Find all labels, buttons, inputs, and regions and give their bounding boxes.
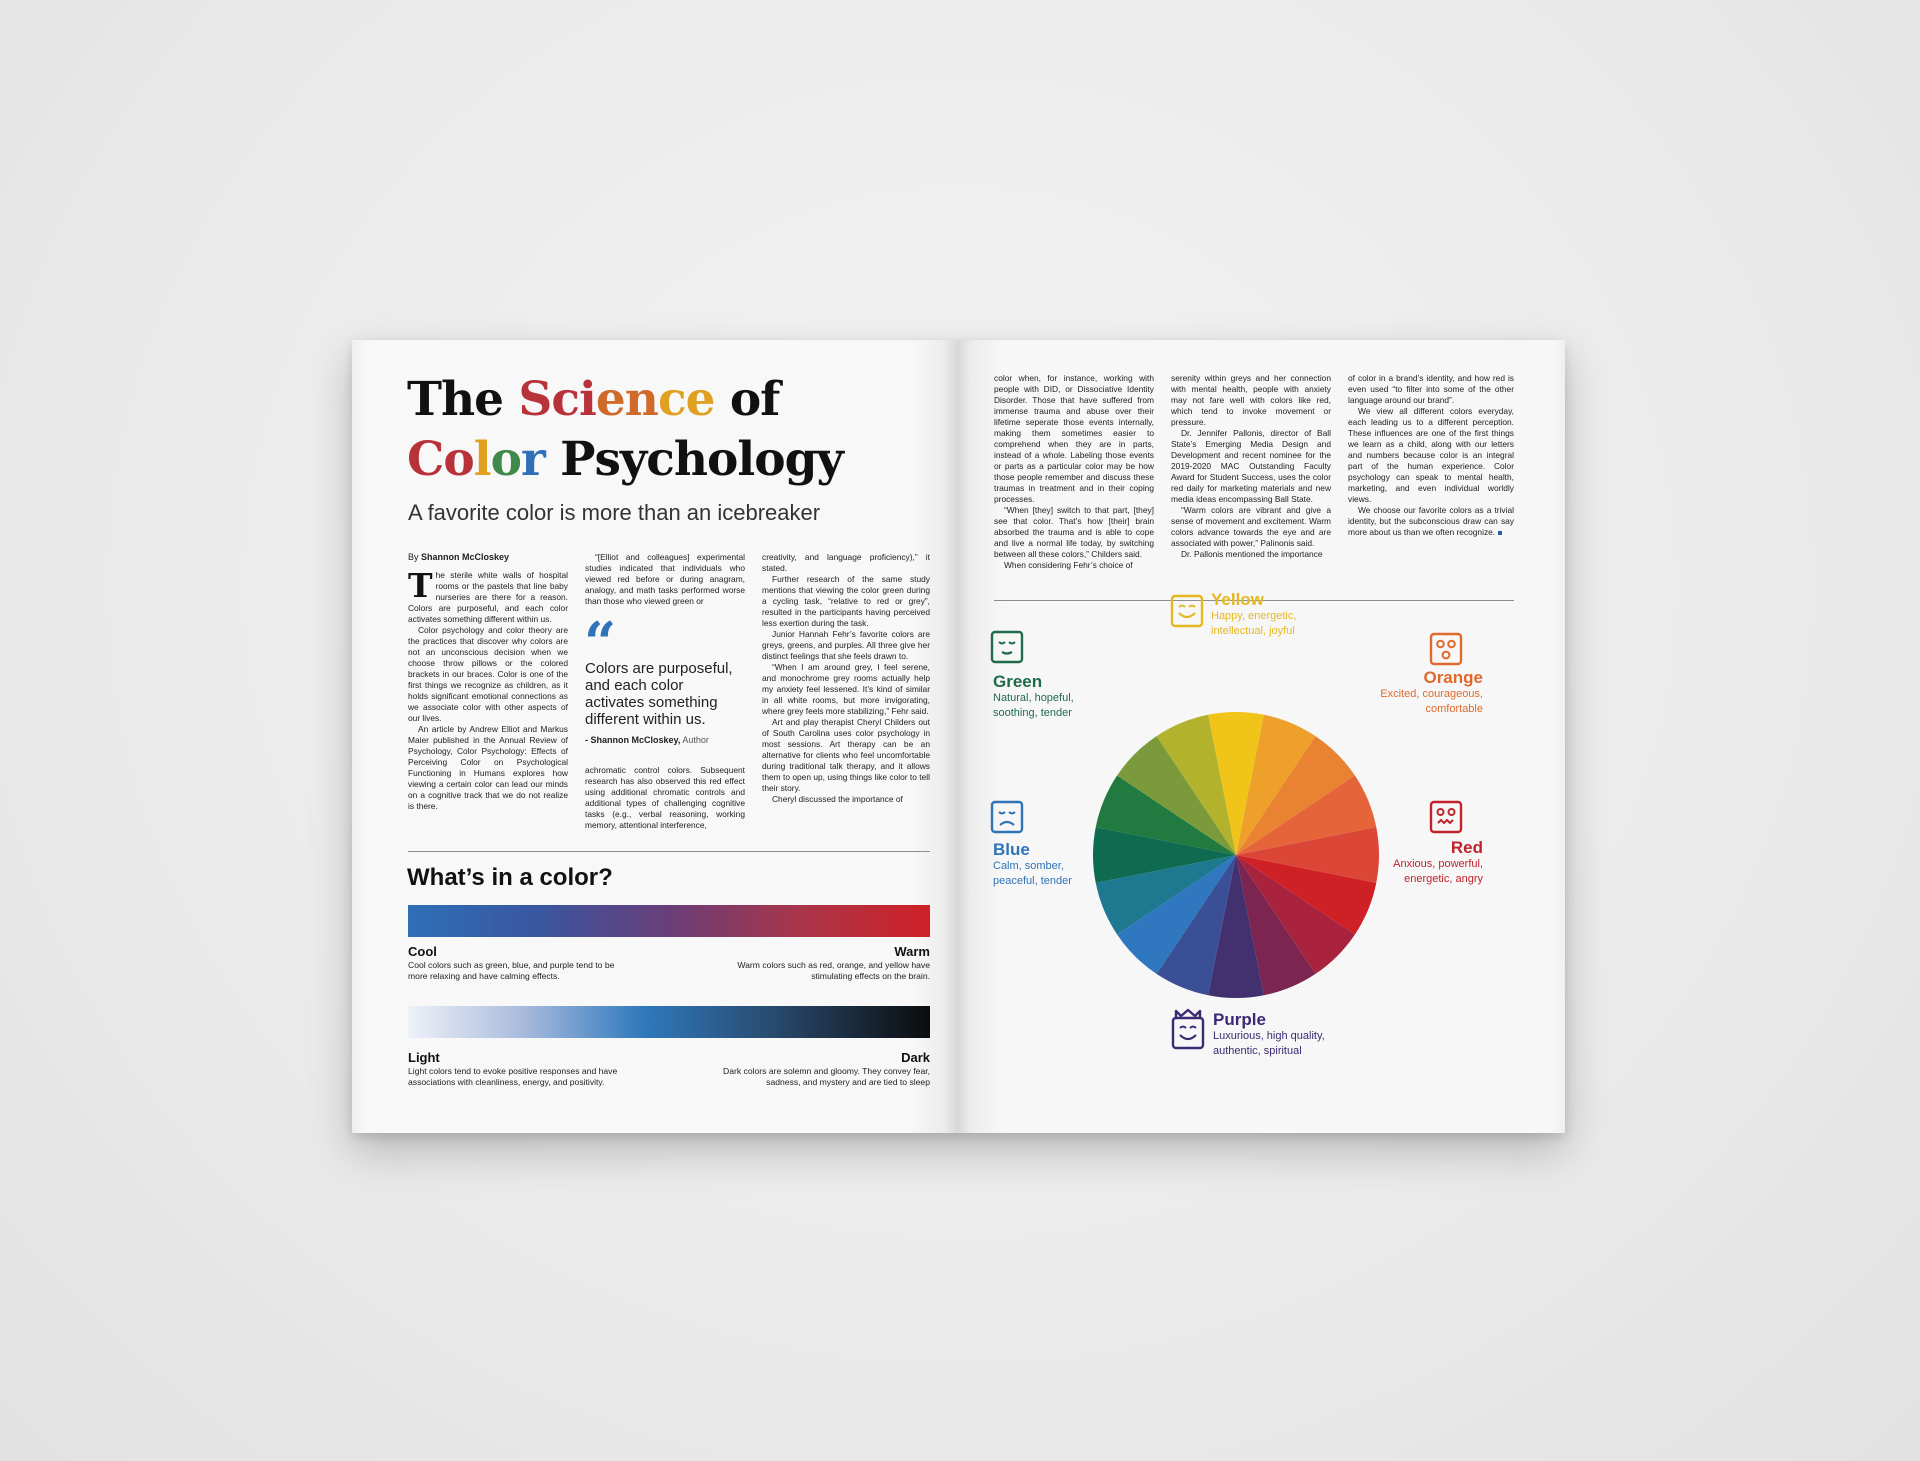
paragraph: When considering Fehr’s choice of bbox=[1004, 560, 1133, 570]
byline-author: Shannon McCloskey bbox=[421, 552, 510, 562]
smile-face-icon bbox=[1170, 594, 1204, 628]
blue-label bbox=[993, 840, 1072, 889]
blue-name: Blue bbox=[993, 840, 1030, 859]
purple-name: Purple bbox=[1213, 1010, 1266, 1029]
title-letter: c bbox=[657, 372, 686, 427]
red-name: Red bbox=[1450, 838, 1483, 857]
light-label: Light bbox=[408, 1050, 440, 1065]
angry-face-icon bbox=[1429, 800, 1463, 834]
color-wheel bbox=[1091, 710, 1381, 1000]
text-column-4 bbox=[994, 373, 1154, 571]
quote-role: Author bbox=[680, 735, 709, 745]
paragraph: Dr. Pallonis mentioned the importance bbox=[1181, 549, 1323, 559]
title-letter: l bbox=[473, 432, 491, 487]
infographic-title: What’s in a color? bbox=[407, 864, 613, 891]
title-letter: n bbox=[624, 372, 658, 427]
text-column-3 bbox=[762, 552, 930, 805]
paragraph-text: he sterile white walls of hospital rooms or the pastels that line baby nurseries are there for a reason. Colors are purposeful, and each color activates something different within us. bbox=[408, 570, 568, 624]
title-letter: c bbox=[551, 372, 579, 427]
text-column-5 bbox=[1171, 373, 1331, 560]
paragraph: Cheryl discussed the importance of bbox=[772, 794, 903, 804]
title-word bbox=[407, 432, 545, 487]
quote-author: - Shannon McCloskey, bbox=[585, 735, 681, 745]
yellow-desc-1: Happy, energetic, bbox=[1211, 610, 1297, 622]
title-line-2 bbox=[407, 430, 843, 490]
paragraph: Art and play therapist Cheryl Childers out of South Carolina uses color psychology in most sessions. Art therapy can be an alternative for clients who feel uncomfortable during traditional talk therapy, and it allows them to open up, using things like color to tell their story. bbox=[762, 717, 930, 793]
warm-description: Warm colors such as red, orange, and yellow have stimulating effects on the brain. bbox=[737, 960, 930, 981]
yellow-desc-2: intellectual, joyful bbox=[1211, 625, 1295, 637]
yellow-name: Yellow bbox=[1211, 590, 1264, 609]
yellow-label bbox=[1211, 590, 1296, 639]
paragraph: “When I am around grey, I feel serene, and monochrome grey rooms actually help my anxiety feel lessened. It’s kind of similar in all white rooms, but more invigorating, where grey feels more stabilizing,” Fehr said. bbox=[762, 662, 930, 716]
title-word: of bbox=[714, 372, 780, 427]
text-column-2-top bbox=[585, 552, 745, 607]
paragraph: of color in a brand’s identity, and how red is even used “to filter into some of the other language around our brand”. bbox=[1348, 373, 1514, 405]
purple-label bbox=[1213, 1010, 1325, 1059]
blue-desc-1: Calm, somber, bbox=[993, 860, 1064, 872]
paragraph: Junior Hannah Fehr’s favorite colors are greys, greens, and purples. All three give her distinct feelings that she feels drawn to. bbox=[762, 629, 930, 661]
title-word bbox=[518, 372, 714, 427]
calm-face-icon bbox=[990, 630, 1024, 664]
crowned-face-icon bbox=[1170, 1008, 1206, 1050]
byline-prefix: By bbox=[408, 552, 422, 562]
sad-face-icon bbox=[990, 800, 1024, 834]
title-letter: r bbox=[521, 432, 545, 487]
title-word: The bbox=[407, 372, 519, 427]
title-letter: e bbox=[595, 372, 625, 427]
purple-desc-1: Luxurious, high quality, bbox=[1213, 1030, 1325, 1042]
purple-desc-2: authentic, spiritual bbox=[1213, 1045, 1302, 1057]
paragraph: “Warm colors are vibrant and give a sense of movement and excitement. Warm colors advance towards the eye and are associated with power,” Palinonis said. bbox=[1171, 505, 1331, 548]
orange-desc-1: Excited, courageous, bbox=[1380, 688, 1483, 700]
title-word: Psychology bbox=[544, 432, 843, 487]
green-desc-1: Natural, hopeful, bbox=[993, 692, 1074, 704]
light-dark-gradient-bar bbox=[408, 1006, 930, 1038]
title-letter: i bbox=[579, 372, 596, 427]
quote-mark-icon: “ bbox=[584, 610, 617, 676]
title-letter: S bbox=[518, 372, 552, 427]
paragraph bbox=[408, 566, 568, 625]
title-line-1 bbox=[407, 370, 843, 430]
paragraph: Color psychology and color theory are the practices that discover why colors are not an unconscious decision when we choose throw pillows or the colored brackets in our braces. Color is one of the first things we recognize as children, as it holds significant emotional connections as we associate color with other aspects of our lives. bbox=[408, 625, 568, 723]
red-desc-2: energetic, angry bbox=[1404, 873, 1483, 885]
paragraph: “[Elliot and colleagues] experimental studies indicated that individuals who viewed red before or during anagram, analogy, and math tasks performed worse than those who viewed green or bbox=[585, 552, 745, 606]
paragraph: serenity within greys and her connection with mental health, people with anxiety may not fare well with colors like red, which tend to invoke movement or pressure. bbox=[1171, 373, 1331, 427]
end-mark-icon bbox=[1498, 531, 1502, 535]
right-page bbox=[957, 340, 1565, 1133]
text-column-2-bottom bbox=[585, 765, 745, 831]
paragraph: An article by Andrew Elliot and Markus Maier published in the Annual Review of Psychology, Color Psychology: Effects of Perceiving Color on Psychological Functioning in Humans explores how viewing a certain color can lead our minds on a cognitive track that we do not realize is there. bbox=[408, 724, 568, 811]
text-column-6 bbox=[1348, 373, 1514, 538]
cool-label: Cool bbox=[408, 944, 437, 959]
paragraph: Dr. Jennifer Pallonis, director of Ball State’s Emerging Media Design and Development and recent nominee for the 2019-2020 MAC Outstanding Faculty Award for Student Success, uses the color red daily for marketing materials and new media ideas encompassing Ball State. bbox=[1171, 428, 1331, 504]
orange-desc-2: comfortable bbox=[1425, 703, 1483, 715]
green-name: Green bbox=[993, 672, 1043, 691]
paragraph: color when, for instance, working with people with DID, or Dissociative Identity Disorder. Those that have suffered from immense trauma and abuse over their lifetime seperate those events internally, making them sometimes easier to comprehend when they are in parts, instead of a whole. Labeling those events or parts as a particular color may be how those people remember and discuss these traumas in treatment and in their coping processes. bbox=[994, 373, 1154, 504]
red-desc-1: Anxious, powerful, bbox=[1393, 858, 1483, 870]
text-column-1 bbox=[408, 566, 568, 812]
article-title bbox=[407, 370, 843, 490]
article-subtitle: A favorite color is more than an icebreaker bbox=[408, 500, 821, 525]
drop-cap: T bbox=[408, 566, 433, 605]
paragraph: “When [they] switch to that part, [they] see that color. That’s how [their] brain absorbed the trauma and is able to cope and live a normal life today, by switching between all these colors,” Childers said. bbox=[994, 505, 1154, 559]
surprised-face-icon bbox=[1429, 632, 1463, 666]
warm-label: Warm bbox=[894, 944, 930, 959]
title-letter: C bbox=[407, 432, 444, 487]
title-letter: e bbox=[685, 372, 715, 427]
pull-quote-attribution bbox=[585, 735, 709, 745]
light-description: Light colors tend to evoke positive responses and have associations with cleanliness, energy, and positivity. bbox=[408, 1066, 618, 1087]
section-divider bbox=[408, 851, 930, 852]
orange-label bbox=[1380, 668, 1483, 717]
magazine-spread bbox=[352, 340, 1565, 1133]
red-label bbox=[1393, 838, 1483, 887]
dark-label: Dark bbox=[901, 1050, 930, 1065]
green-label bbox=[993, 672, 1074, 721]
green-desc-2: soothing, tender bbox=[993, 707, 1072, 719]
title-letter: o bbox=[443, 432, 474, 487]
left-page bbox=[352, 340, 957, 1133]
byline bbox=[408, 552, 509, 562]
dark-description: Dark colors are solemn and gloomy. They convey fear, sadness, and mystery and are tied to sleep bbox=[723, 1066, 930, 1087]
paragraph: Further research of the same study mentions that viewing the color green during a cycling task, “relative to red or grey”, resulted in the participants having perceived less exertion during the task. bbox=[762, 574, 930, 628]
pull-quote: Colors are purposeful, and each color activates something different within us. bbox=[585, 660, 733, 728]
title-letter: o bbox=[490, 432, 521, 487]
blue-desc-2: peaceful, tender bbox=[993, 875, 1072, 887]
paragraph: creativity, and language proficiency),” it stated. bbox=[762, 552, 930, 573]
paragraph: We view all different colors everyday, each leading us to a different perception. These influences are one of the first things we learn as a child, along with our letters and numbers because color is an integral part of the human experience. Color psychology can speak to mental health, marketing, and even individual worldly views. bbox=[1348, 406, 1514, 504]
cool-description: Cool colors such as green, blue, and purple tend to be more relaxing and have calming effects. bbox=[408, 960, 615, 981]
cool-warm-gradient-bar bbox=[408, 905, 930, 937]
orange-name: Orange bbox=[1423, 668, 1483, 687]
paragraph: achromatic control colors. Subsequent research has also observed this red effect using additional chromatic controls and additional types of challenging cognitive tasks (e.g., verbal reasoning, working memory, attentional interference, bbox=[585, 765, 745, 830]
paragraph: We choose our favorite colors as a trivial identity, but the subconscious draw can say more about us than we often recognize. bbox=[1348, 505, 1514, 537]
